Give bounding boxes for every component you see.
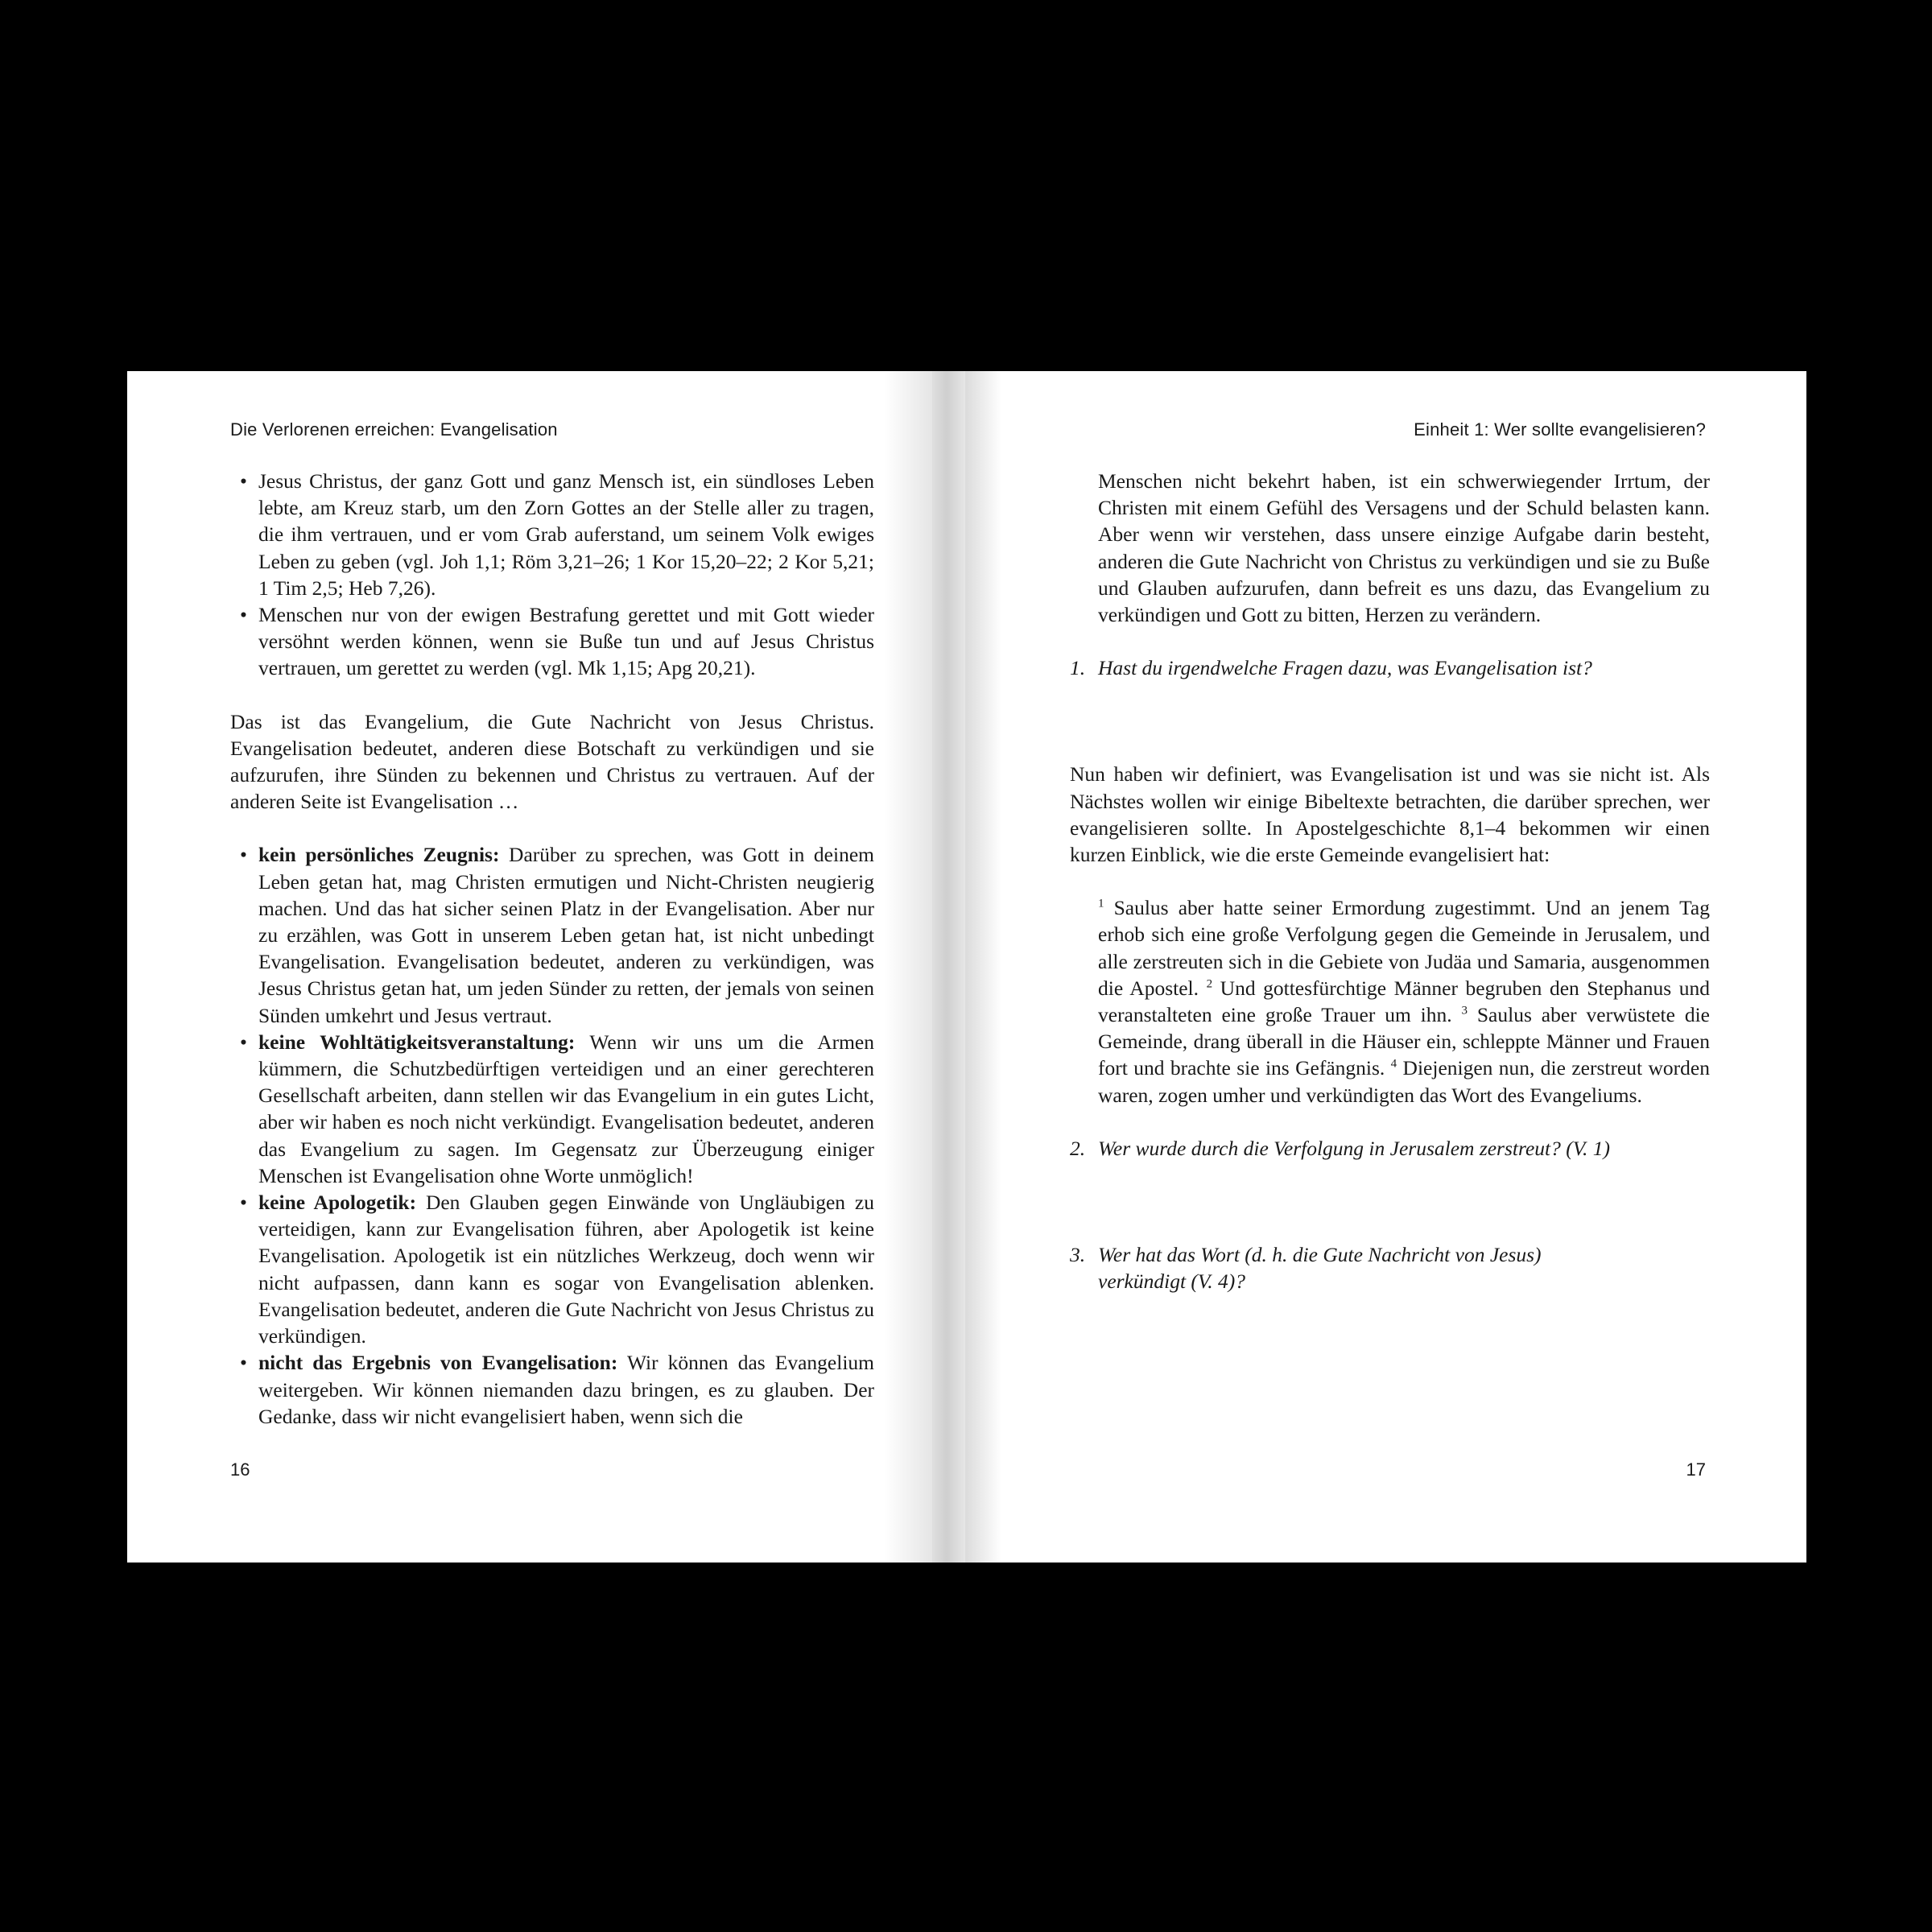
question-number: 2. [1070, 1136, 1086, 1160]
verse-text: Saulus aber hatte seiner Ermordung zugestimmt. Und an jenem Tag erhob sich eine große Verfolgung gegen die Gemeinde in Jerusalem, und alle zerstreuten sich in die Gebiete von Judäa und Samaria, ausgenommen die Apostel. [1098, 896, 1710, 1000]
definition: Den Glauben gegen Einwände von Ungläubigen zu verteidigen, kann zur Evangelisation führen, aber Apologetik ist keine Evangelisation. Apologetik ist ein nützliches Werkzeug, doch wenn wir nicht aufpassen, dann kann es sogar von Evangelisation ablenken. Evangelisation bedeutet, anderen die Gute Nachricht von Jesus Christus zu verkündigen. [258, 1191, 874, 1348]
verse-number: 1 [1098, 897, 1104, 910]
gospel-paragraph: Das ist das Evangelium, die Gute Nachricht von Jesus Christus. Evangelisation bedeutet, anderen diese Botschaft zu verkündigen und sie aufzurufen, ihre Sünden zu bekennen und Christus zu vertrauen. Auf der anderen Seite ist Evangelisation … [230, 709, 874, 814]
list-item: • Menschen nur von der ewigen Bestrafung gerettet und mit Gott wieder versöhnt werden können, wenn sie Buße tun und auf Jesus Christus vertrauen, um gerettet zu werden (vgl. Mk 1,15; Apg 20,21). [230, 601, 874, 682]
gospel-bullet-list [230, 468, 874, 682]
question-2 [1070, 1135, 1710, 1162]
definition: Wenn wir uns um die Armen kümmern, die Schutzbedürftigen verteidigen und an einer gerechteren Gesellschaft arbeiten, dann stellen wir das Evangelium in ein gutes Licht, aber wir haben es noch nicht verkündigt. Evangelisation bedeutet, anderen das Evangelium zu sagen. Im Gegensatz zur Überzeugung einiger Menschen ist Evangelisation ohne Worte unmöglich! [258, 1030, 874, 1187]
left-body [230, 468, 874, 1430]
bible-quote [1070, 894, 1710, 1108]
list-item [230, 1349, 874, 1430]
not-evangelism-list [230, 841, 874, 1429]
list-item: • Jesus Christus, der ganz Gott und ganz Mensch ist, ein sündloses Leben lebte, am Kreuz starb, um den Zorn Gottes an der Stelle aller zu tragen, die ihm vertrauen, und er vom Grab auferstand, um seinem Volk ewiges Leben zu geben (vgl. Joh 1,1; Röm 3,21–26; 1 Kor 15,20–22; 2 Kor 5,21; 1 Tim 2,5; Heb 7,26). [230, 468, 874, 601]
running-head-left: Die Verlorenen erreichen: Evangelisation [230, 419, 558, 440]
page-number-right: 17 [1686, 1459, 1706, 1480]
question-text: Wer wurde durch die Verfolgung in Jerusalem zerstreut? (V. 1) [1098, 1136, 1611, 1160]
left-page [127, 371, 932, 1563]
verse-number: 4 [1390, 1057, 1397, 1071]
continuation-paragraph: Menschen nicht bekehrt haben, ist ein schwerwiegender Irrtum, der Christen mit einem Gefühl des Versagens und der Schuld belasten kann. Aber wenn wir verstehen, dass unsere einzige Aufgabe darin besteht, anderen die Gute Nachricht von Christus zu verkündigen und sie zu Buße und Glauben aufzurufen, dann befreit es uns dazu, das Evangelium zu verkündigen und Gott zu bitten, Herzen zu verändern. [1098, 469, 1710, 627]
term: nicht das Ergebnis von Evangelisation: [258, 1351, 618, 1375]
gutter-shadow [884, 371, 932, 1563]
verse-text: Saulus aber verwüstete die Gemeinde, drang überall in die Häuser ein, schleppte Männer und Frauen fort und brachte sie ins Gefängnis. [1098, 1003, 1710, 1080]
running-head-right: Einheit 1: Wer sollte evangelisieren? [1414, 419, 1706, 440]
bible-intro-paragraph: Nun haben wir definiert, was Evangelisation ist und was sie nicht ist. Als Nächstes wollen wir einige Bibeltexte betrachten, die darüber sprechen, wer evangelisieren sollte. In Apostelgeschichte 8,1–4 bekommen wir einen kurzen Einblick, wie die erste Gemeinde evangelisiert hat: [1070, 762, 1710, 867]
right-page [965, 371, 1806, 1563]
question-number: 1. [1070, 656, 1086, 680]
question-1 [1070, 654, 1710, 681]
question-text: Hast du irgendwelche Fragen dazu, was Evangelisation ist? [1098, 656, 1592, 680]
list-item [230, 841, 874, 1028]
definition: Darüber zu sprechen, was Gott in deinem Leben getan hat, mag Christen ermutigen und Nicht-Christen neugierig machen. Und das hat sicher seinen Platz in der Evangelisation. Aber nur zu erzählen, was Gott in unserem Leben getan hat, ist nicht unbedingt Evangelisation. Evangelisation bedeutet, anderen zu verkündigen, was Jesus Christus getan hat, um jeden Sünder zu retten, der jemals von seinen Sünden umkehrt und Jesus vertraut. [258, 843, 874, 1027]
verse-number: 3 [1461, 1004, 1468, 1018]
question-3 [1070, 1241, 1710, 1294]
verse-text: Diejenigen nun, die zerstreut worden waren, zogen umher und verkündigten das Wort des Evangeliums. [1098, 1056, 1710, 1107]
verse-number: 2 [1206, 977, 1213, 991]
question-text: Wer hat das Wort (d. h. die Gute Nachricht von Jesus) verkündigt (V. 4)? [1098, 1243, 1542, 1294]
term: kein persönliches Zeugnis: [258, 843, 500, 867]
term: keine Wohltätigkeitsveranstaltung: [258, 1030, 576, 1054]
right-body [1070, 468, 1710, 1294]
question-number: 3. [1070, 1243, 1086, 1267]
verse-text: Und gottesfürchtige Männer begruben den Stephanus und veranstalteten eine große Trauer um ihn. [1098, 976, 1710, 1027]
term: keine Apologetik: [258, 1191, 417, 1215]
list-item [230, 1029, 874, 1189]
page-number-left: 16 [230, 1459, 250, 1480]
list-item [230, 1189, 874, 1349]
definition: Wir können das Evangelium weitergeben. Wir können niemanden dazu bringen, es zu glauben. Der Gedanke, dass wir nicht evangelisiert haben, wenn sich die [258, 1351, 874, 1428]
gutter-shadow [965, 371, 1001, 1563]
